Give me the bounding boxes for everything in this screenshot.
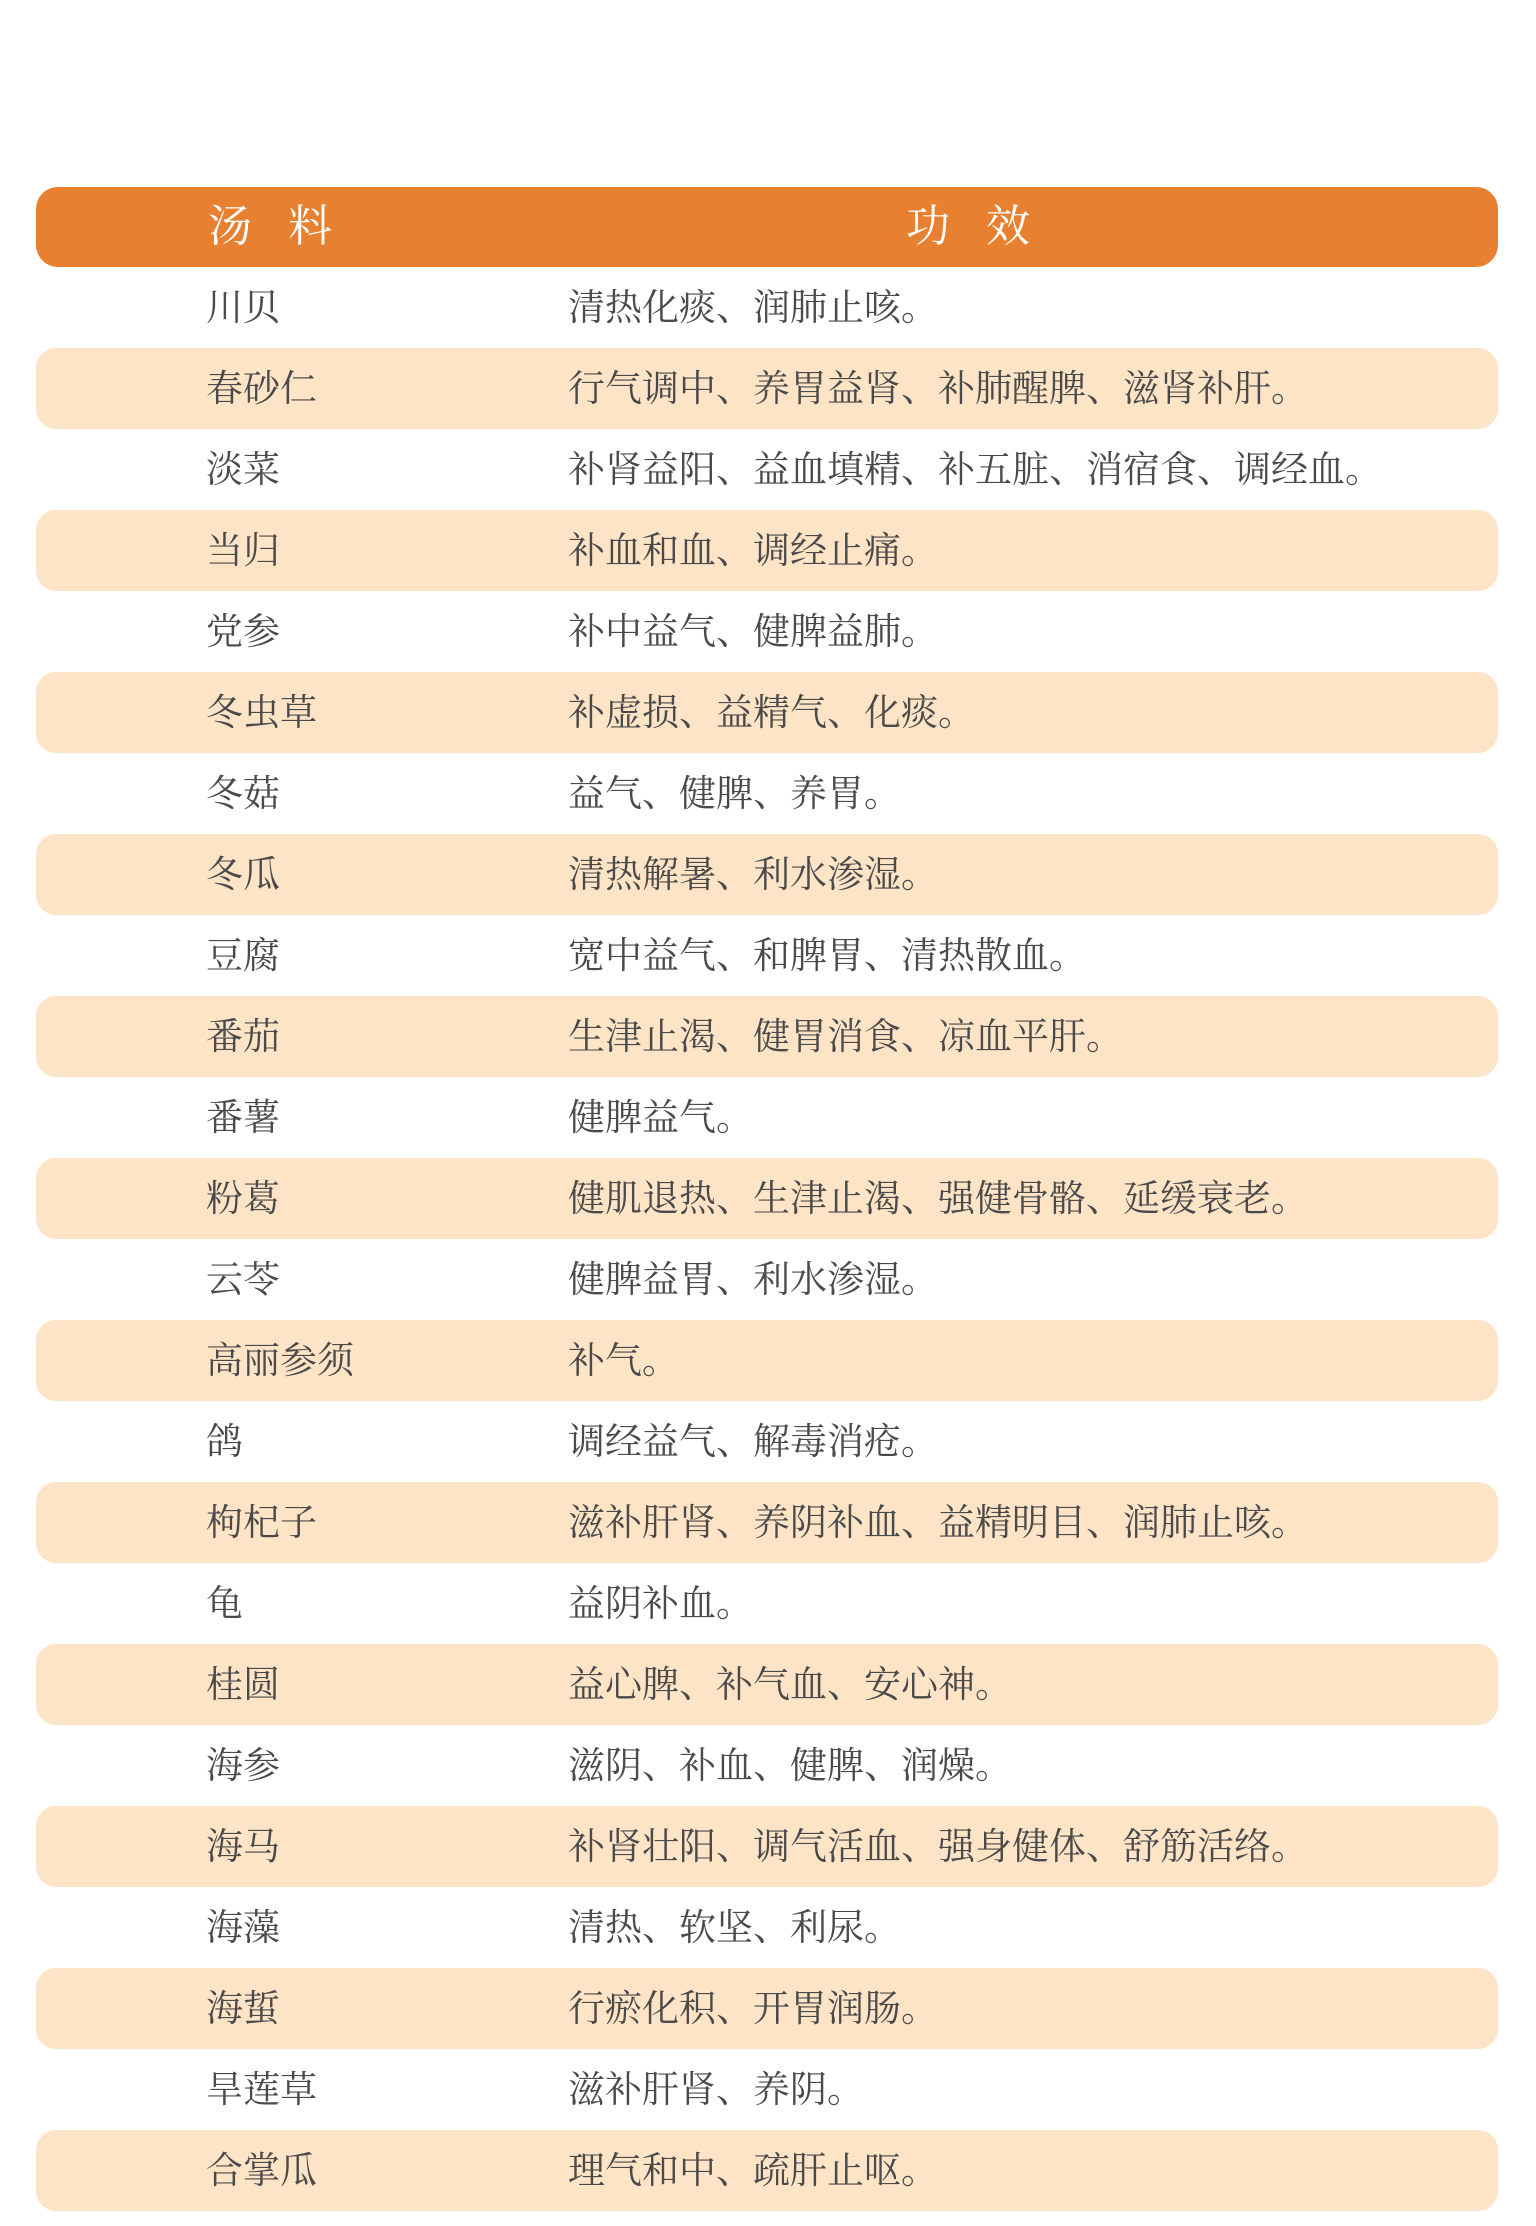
effect-cell: 补虚损、益精气、化痰。	[568, 691, 975, 734]
ingredient-cell: 当归	[206, 529, 280, 572]
table-row	[36, 1644, 1498, 1725]
table-row	[36, 348, 1498, 429]
table-row	[36, 1320, 1498, 1401]
ingredient-cell: 粉葛	[206, 1177, 280, 1220]
effect-cell: 补气。	[568, 1339, 679, 1382]
table-row	[36, 834, 1498, 915]
ingredient-cell: 党参	[206, 610, 280, 653]
table-row	[36, 2049, 1498, 2130]
effect-cell: 调经益气、解毒消疮。	[568, 1420, 938, 1463]
ingredient-cell: 冬菇	[206, 772, 280, 815]
ingredient-cell: 海藻	[206, 1906, 280, 1949]
ingredient-cell: 桂圆	[206, 1663, 280, 1706]
table-row	[36, 2130, 1498, 2211]
effect-cell: 补血和血、调经止痛。	[568, 529, 938, 572]
ingredient-cell: 淡菜	[206, 448, 280, 491]
table-row	[36, 1725, 1498, 1806]
effect-cell: 宽中益气、和脾胃、清热散血。	[568, 934, 1086, 977]
soup-ingredient-table	[36, 187, 1498, 2211]
table-row	[36, 1563, 1498, 1644]
table-row	[36, 915, 1498, 996]
table-row	[36, 1482, 1498, 1563]
table-row	[36, 267, 1498, 348]
ingredient-cell: 鸽	[206, 1420, 243, 1463]
ingredient-cell: 海参	[206, 1744, 280, 1787]
table-row	[36, 429, 1498, 510]
table-row	[36, 591, 1498, 672]
effect-cell: 补中益气、健脾益肺。	[568, 610, 938, 653]
ingredient-cell: 合掌瓜	[206, 2149, 317, 2192]
effect-cell: 补肾壮阳、调气活血、强身健体、舒筋活络。	[568, 1825, 1308, 1868]
ingredient-cell: 豆腐	[206, 934, 280, 977]
table-row	[36, 1239, 1498, 1320]
effect-cell: 理气和中、疏肝止呕。	[568, 2149, 938, 2192]
effect-cell: 健肌退热、生津止渴、强健骨骼、延缓衰老。	[568, 1177, 1308, 1220]
effect-cell: 补肾益阳、益血填精、补五脏、消宿食、调经血。	[568, 448, 1382, 491]
effect-cell: 健脾益胃、利水渗湿。	[568, 1258, 938, 1301]
ingredient-cell: 海马	[206, 1825, 280, 1868]
effect-cell: 益阴补血。	[568, 1582, 753, 1625]
table-row	[36, 672, 1498, 753]
effect-cell: 健脾益气。	[568, 1096, 753, 1139]
header-effect: 功效	[906, 201, 1066, 252]
effect-cell: 滋补肝肾、养阴补血、益精明目、润肺止咳。	[568, 1501, 1308, 1544]
ingredient-cell: 冬虫草	[206, 691, 317, 734]
ingredient-cell: 番茄	[206, 1015, 280, 1058]
ingredient-cell: 旱莲草	[206, 2068, 317, 2111]
ingredient-cell: 春砂仁	[206, 367, 317, 410]
effect-cell: 滋阴、补血、健脾、润燥。	[568, 1744, 1012, 1787]
table-body	[36, 267, 1498, 2211]
table-row	[36, 996, 1498, 1077]
ingredient-cell: 冬瓜	[206, 853, 280, 896]
table-row	[36, 1887, 1498, 1968]
effect-cell: 益心脾、补气血、安心神。	[568, 1663, 1012, 1706]
ingredient-cell: 海蜇	[206, 1987, 280, 2030]
table-row	[36, 753, 1498, 834]
effect-cell: 行瘀化积、开胃润肠。	[568, 1987, 938, 2030]
header-ingredient: 汤料	[208, 201, 368, 252]
effect-cell: 清热化痰、润肺止咳。	[568, 286, 938, 329]
ingredient-cell: 龟	[206, 1582, 243, 1625]
table-row	[36, 1077, 1498, 1158]
table-row	[36, 510, 1498, 591]
ingredient-cell: 云苓	[206, 1258, 280, 1301]
ingredient-cell: 川贝	[206, 286, 280, 329]
effect-cell: 生津止渴、健胃消食、凉血平肝。	[568, 1015, 1123, 1058]
table-row	[36, 1401, 1498, 1482]
effect-cell: 行气调中、养胃益肾、补肺醒脾、滋肾补肝。	[568, 367, 1308, 410]
ingredient-cell: 枸杞子	[206, 1501, 317, 1544]
table-header	[36, 187, 1498, 267]
table-row	[36, 1968, 1498, 2049]
effect-cell: 益气、健脾、养胃。	[568, 772, 901, 815]
table-row	[36, 1158, 1498, 1239]
table-row	[36, 1806, 1498, 1887]
effect-cell: 清热解暑、利水渗湿。	[568, 853, 938, 896]
effect-cell: 滋补肝肾、养阴。	[568, 2068, 864, 2111]
effect-cell: 清热、软坚、利尿。	[568, 1906, 901, 1949]
ingredient-cell: 高丽参须	[206, 1339, 354, 1382]
ingredient-cell: 番薯	[206, 1096, 280, 1139]
